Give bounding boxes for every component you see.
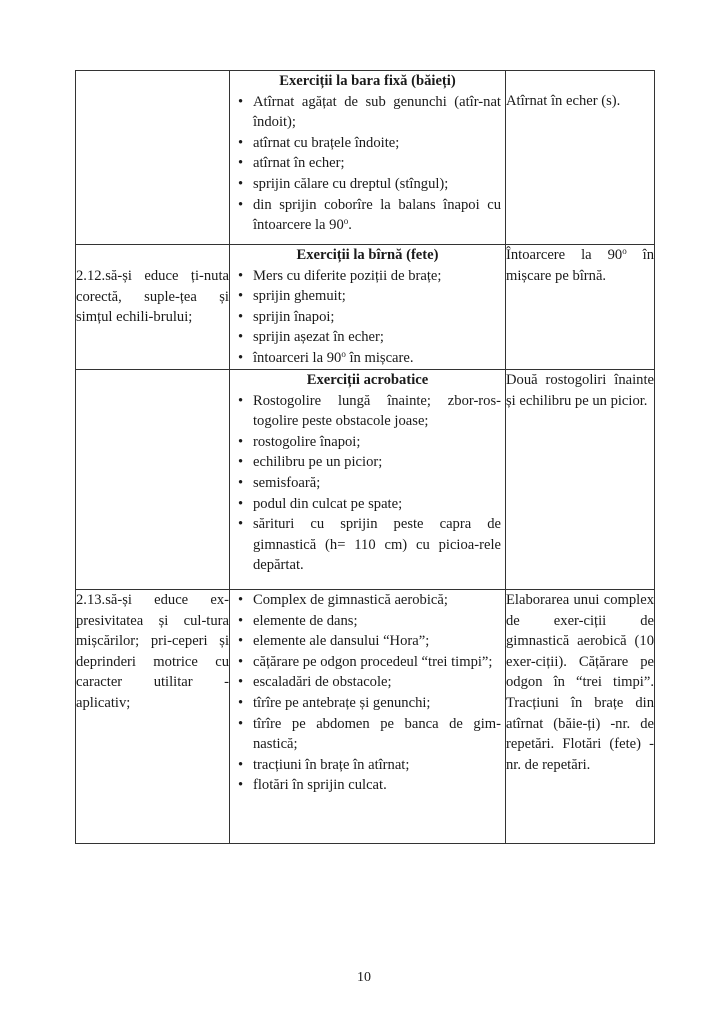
- evaluation-text: Atîrnat în echer (s).: [506, 93, 621, 109]
- list-item-suffix: în mișcare.: [345, 349, 414, 366]
- objective-text: 2.12.să-și educe ți-nuta corectă, suple-țea și simțul echili-brului;: [76, 268, 229, 326]
- evaluation-text: Două rostogoliri înainte și echilibru pe un picior.: [506, 372, 654, 409]
- evaluation-cell: [506, 71, 655, 245]
- content-cell: [230, 590, 506, 844]
- list-item: [230, 195, 501, 236]
- exercise-list: [230, 266, 505, 369]
- list-item: • sprijin înapoi;: [230, 307, 501, 328]
- list-item: • sprijin așezat în echer;: [230, 327, 501, 348]
- evaluation-text-end: în mișcare pe bîrnă.: [506, 247, 654, 284]
- list-item: • sprijin călare cu dreptul (stîngul);: [230, 174, 501, 195]
- exercise-list: [230, 391, 505, 576]
- list-item: • Atîrnat agățat de sub genunchi (atîr-nat îndoit);: [230, 92, 501, 133]
- table-row: [76, 370, 655, 590]
- list-item: [230, 348, 501, 369]
- list-item: • sărituri cu sprijin peste capra de gimnastică (h= 110 cm) cu picioa-rele depărtat.: [230, 514, 501, 576]
- list-item-text: din sprijin coborîre la balans înapoi cu întoarcere la 90: [253, 196, 501, 234]
- list-item-text: întoarceri la 90: [253, 349, 342, 366]
- objective-cell: [76, 370, 230, 590]
- objective-cell: [76, 245, 230, 370]
- list-item: • flotări în sprijin culcat.: [230, 775, 501, 796]
- degree-mark: o: [622, 246, 627, 256]
- exercise-list: [230, 92, 505, 236]
- list-item: • escaladări de obstacole;: [230, 672, 501, 693]
- objective-text: 2.13.să-și educe ex-presivitatea și cul-tura mișcărilor; pri-ceperi și deprinderi motrice cu caracter utilitar - aplicativ;: [76, 592, 229, 711]
- table-row: [76, 245, 655, 370]
- list-item: • tîrîre pe antebrațe și genunchi;: [230, 693, 501, 714]
- table-row: [76, 71, 655, 245]
- list-item: • tîrîre pe abdomen pe banca de gim-nastică;: [230, 714, 501, 755]
- content-cell: [230, 71, 506, 245]
- section-title: Exerciții acrobatice: [306, 372, 429, 388]
- list-item: • Complex de gimnastică aerobică;: [230, 590, 501, 611]
- list-item: • elemente de dans;: [230, 611, 501, 632]
- list-item: • atîrnat cu brațele îndoite;: [230, 133, 501, 154]
- content-cell: [230, 245, 506, 370]
- objective-cell: [76, 71, 230, 245]
- section-title: Exerciții la bîrnă (fete): [296, 247, 439, 263]
- exercise-list: [230, 590, 505, 796]
- list-item: • Rostogolire lungă înainte; zbor-ros-togolire peste obstacole joase;: [230, 391, 501, 432]
- degree-mark: o: [343, 216, 349, 227]
- list-item-suffix: .: [348, 217, 352, 234]
- evaluation-text: Elaborarea unui complex de exer-ciții de gimnastică aerobică (10 exer-ciții). Cățărare pe odgon în “trei timpi”. Tracțiuni în brațe din atîrnat (băie-ți) -nr. de repetări. Flotări (fete) -nr. de repetări.: [506, 592, 654, 773]
- degree-mark: o: [341, 348, 346, 359]
- evaluation-text: Întoarcere la 90: [506, 247, 623, 263]
- list-item: • podul din culcat pe spate;: [230, 494, 501, 515]
- objective-cell: [76, 590, 230, 844]
- content-cell: [230, 370, 506, 590]
- evaluation-cell: [506, 245, 655, 370]
- page-number: 10: [357, 970, 371, 985]
- curriculum-table: [75, 70, 655, 844]
- list-item: • sprijin ghemuit;: [230, 286, 501, 307]
- list-item: • echilibru pe un picior;: [230, 452, 501, 473]
- list-item: • Mers cu diferite poziții de brațe;: [230, 266, 501, 287]
- evaluation-cell: [506, 590, 655, 844]
- list-item: • cățărare pe odgon procedeul “trei timpi”;: [230, 652, 501, 673]
- section-title: Exerciții la bara fixă (băieți): [279, 73, 456, 89]
- list-item: • semisfoară;: [230, 473, 501, 494]
- table-row: [76, 590, 655, 844]
- list-item: • atîrnat în echer;: [230, 153, 501, 174]
- list-item: • rostogolire înapoi;: [230, 432, 501, 453]
- list-item: • elemente ale dansului “Hora”;: [230, 631, 501, 652]
- list-item: • tracțiuni în brațe în atîrnat;: [230, 755, 501, 776]
- evaluation-cell: [506, 370, 655, 590]
